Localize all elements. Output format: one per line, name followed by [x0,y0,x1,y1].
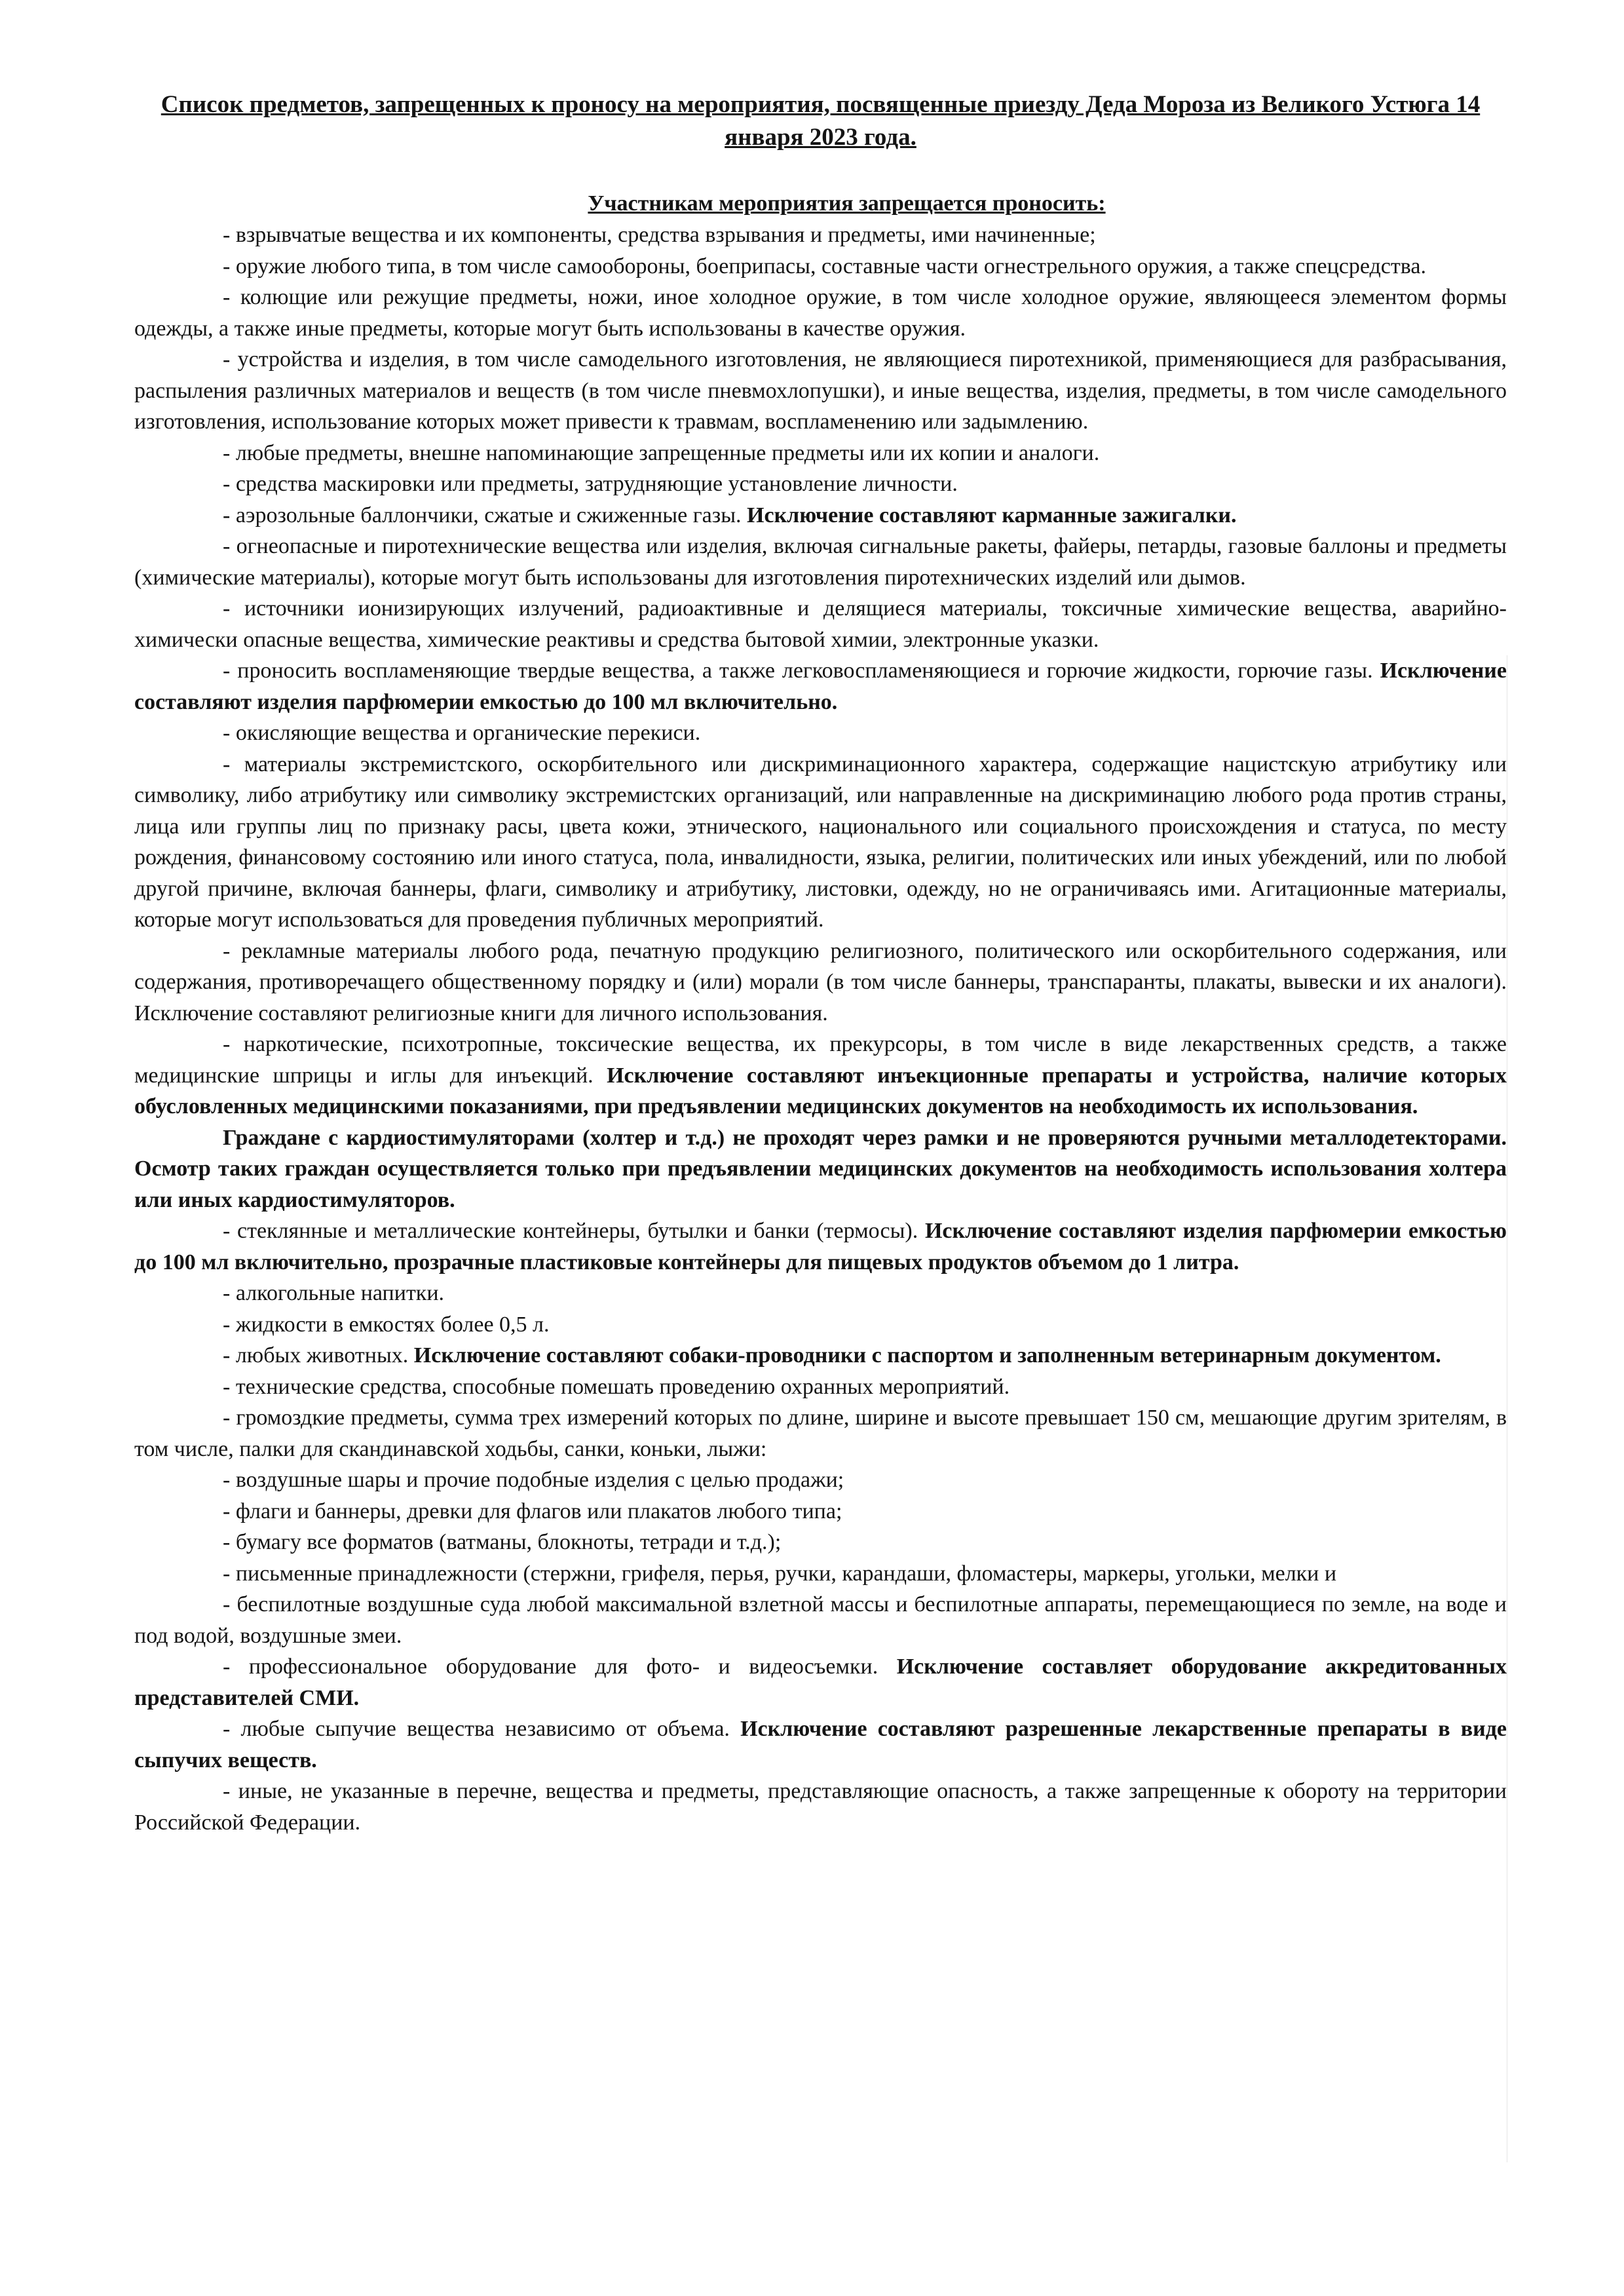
list-item [134,1496,1507,1527]
item-text: - оружие любого типа, в том числе самообороны, боеприпасы, составные части огнестрельного оружия, а также спецсредства. [223,254,1426,278]
list-item [134,718,1507,749]
item-text: - беспилотные воздушные суда любой максимальной взлетной массы и беспилотные аппараты, перемещающиеся по земле, на воде и под водой, воздушные змеи. [134,1592,1507,1648]
list-item [134,1278,1507,1309]
item-text: - любых животных. [223,1343,414,1368]
list-item [134,1402,1507,1464]
item-text: - любые сыпучие вещества независимо от объема. [223,1717,741,1741]
item-exception-bold: Исключение составляют разрешенные лекарственные препараты в виде сыпучих веществ. [134,1717,1507,1772]
item-text: - окисляющие вещества и органические перекиси. [223,721,701,745]
list-item [134,1527,1507,1558]
item-exception-bold: Исключение составляют изделия парфюмерии емкостью до 100 мл включительно. [134,659,1507,714]
item-exception-bold: Граждане с кардиостимуляторами (холтер и т.д.) не проходят через рамки и не проверяются ручными металлодетекторами. Осмотр таких граждан осуществляется только при предъявлении медицинских документов на необходимость использования холтера или иных кардиостимуляторов. [134,1125,1507,1212]
list-item [134,1776,1507,1838]
list-item [134,251,1507,282]
list-item [134,531,1507,593]
item-text: - огнеопасные и пиротехнические вещества или изделия, включая сигнальные ракеты, файеры, петарды, газовые баллоны и предметы (химические материалы), которые могут быть использованы для изготовления пиротехнических изделий или дымов. [134,534,1507,590]
item-text: - иные, не указанные в перечне, вещества и предметы, представляющие опасность, а также запрещенные к обороту на территории Российской Федерации. [134,1779,1507,1835]
list-item [134,1464,1507,1496]
list-item [134,1558,1507,1590]
item-text: - письменные принадлежности (стержни, грифеля, перья, ручки, карандаши, фломастеры, маркеры, угольки, мелки и [223,1561,1337,1586]
item-text: - бумагу все форматов (ватманы, блокноты, тетради и т.д.); [223,1530,782,1554]
list-item [134,282,1507,344]
document-title: Список предметов, запрещенных к проносу на мероприятия, посвященные приезду Деда Мороза из Великого Устюга 14 января 2023 года. [161,91,1481,151]
item-text: - рекламные материалы любого рода, печатную продукцию религиозного, политического или оскорбительного содержания, или содержания, противоречащего общественному порядку и (или) морали (в том числе баннеры, транспаранты, плакаты, вывески и их аналоги). Исключение составляют религиозные книги для личного использования. [134,938,1507,1025]
item-text: - наркотические, психотропные, токсические вещества, их прекурсоры, в том числе в виде лекарственных средств, а также медицинские шприцы и иглы для инъекций. [134,1032,1507,1088]
list-item [134,1713,1507,1776]
item-text: - алкогольные напитки. [223,1281,445,1305]
list-item [134,1215,1507,1278]
item-text: - аэрозольные баллончики, сжатые и сжиженные газы. [223,503,747,527]
list-item [134,749,1507,936]
list-item [134,1309,1507,1341]
document-page [134,88,1507,1838]
item-text: - проносить воспламеняющие твердые вещества, а также легковоспламеняющиеся и горючие жидкости, горючие газы. [223,659,1380,683]
item-text: - материалы экстремистского, оскорбительного или дискриминационного характера, содержащие нацистскую атрибутику или символику, либо атрибутику или символику экстремистских организаций, или направленные на дискриминацию любого рода против страны, лица или группы лиц по признаку расы, цвета кожи, этнического, национального или социального происхождения и статуса, по месту рождения, финансовому состоянию или иного статуса, пола, инвалидности, языка, религии, политических или иных убеждений, или по любой другой причине, включая баннеры, флаги, символику и атрибутику, листовки, одежду, но не ограничиваясь ими. Агитационные материалы, которые могут использоваться для проведения публичных мероприятий. [134,752,1507,932]
item-text: - технические средства, способные помешать проведению охранных мероприятий. [223,1374,1010,1399]
list-item [134,438,1507,469]
item-text: - профессиональное оборудование для фото- и видеосъемки. [223,1655,897,1679]
item-exception-bold: Исключение составляет оборудование аккредитованных представителей СМИ. [134,1655,1507,1710]
list-item [134,593,1507,655]
item-exception-bold: Исключение составляют изделия парфюмерии емкостью до 100 мл включительно, прозрачные пластиковые контейнеры для пищевых продуктов объемом до 1 литра. [134,1219,1507,1274]
item-text: - жидкости в емкостях более 0,5 л. [223,1312,550,1337]
item-text: - громоздкие предметы, сумма трех измерений которых по длине, ширине и высоте превышает 150 см, мешающие другим зрителям, в том числе, палки для скандинавской ходьбы, санки, коньки, лыжи: [134,1406,1507,1461]
list-item [134,1029,1507,1122]
list-item [134,936,1507,1029]
item-text: - стеклянные и металлические контейнеры, бутылки и банки (термосы). [223,1219,925,1243]
item-exception-bold: Исключение составляют карманные зажигалки. [747,503,1237,527]
item-text: - источники ионизирующих излучений, радиоактивные и делящиеся материалы, токсичные химические вещества, аварийно-химически опасные вещества, химические реактивы и средства бытовой химии, электронные указки. [134,596,1507,652]
section-heading: Участникам мероприятия запрещается проносить: [588,191,1106,216]
item-exception-bold: Исключение составляют инъекционные препараты и устройства, наличие которых обусловленных медицинскими показаниями, при предъявлении медицинских документов на необходимость их использования. [134,1063,1507,1119]
list-item [134,220,1507,251]
item-text: - устройства и изделия, в том числе самодельного изготовления, не являющиеся пиротехникой, применяющиеся для разбрасывания, распыления различных материалов и веществ (в том числе пневмохлопушки), и иные вещества, изделия, предметы, в том числе самодельного изготовления, использование которых может привести к травмам, воспламенению или задымлению. [134,347,1507,434]
item-text: - средства маскировки или предметы, затрудняющие установление личности. [223,472,958,496]
list-item [134,1589,1507,1651]
item-text: - флаги и баннеры, древки для флагов или плакатов любого типа; [223,1499,842,1523]
list-item [134,655,1507,718]
item-text: - воздушные шары и прочие подобные изделия с целью продажи; [223,1468,844,1492]
list-item [134,1340,1507,1371]
list-item [134,500,1507,531]
item-exception-bold: Исключение составляют собаки-проводники с паспортом и заполненным ветеринарным документом. [413,1343,1441,1368]
list-item [134,469,1507,500]
list-item [134,1122,1507,1216]
item-text: - колющие или режущие предметы, ножи, иное холодное оружие, в том числе холодное оружие, являющееся элементом формы одежды, а также иные предметы, которые могут быть использованы в качестве оружия. [134,285,1507,341]
list-item [134,344,1507,438]
list-item [134,1651,1507,1713]
item-text: - взрывчатые вещества и их компоненты, средства взрывания и предметы, ими начиненные; [223,223,1096,247]
prohibited-items-list [134,220,1507,1838]
item-text: - любые предметы, внешне напоминающие запрещенные предметы или их копии и аналоги. [223,440,1100,465]
list-item [134,1371,1507,1403]
